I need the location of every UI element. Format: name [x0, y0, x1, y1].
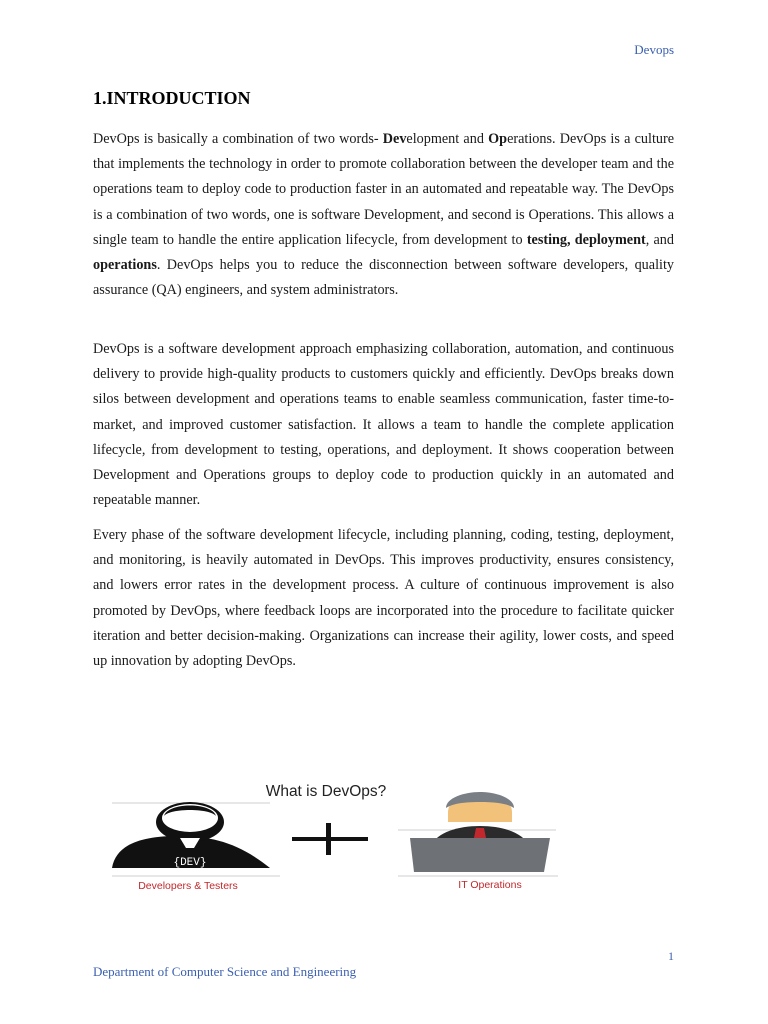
- footer-department: Department of Computer Science and Engineering: [93, 964, 357, 979]
- text-run: DevOps is basically a combination of two words-: [93, 131, 383, 147]
- developers-caption: Developers & Testers: [138, 880, 238, 892]
- it-operations-caption: IT Operations: [458, 879, 522, 891]
- intro-paragraph-2: DevOps is a software development approach emphasizing collaboration, automation, and continuous delivery to provide high-quality products to customers quickly and efficiently. DevOps breaks down silos between development and operations teams to enable seamless communication, faster time-to-market, and improved customer satisfaction. It allows a team to handle the complete application lifecycle, from development to testing, operations, and deployment. It shows cooperation between Development and Operations groups to deploy code to production quickly in an automated and repeatable manner.: [93, 341, 674, 509]
- text-run: elopment and: [406, 131, 489, 147]
- text-run: erations. DevOps is a culture that implements the technology in order to promote collaboration between the developer team and the operations team to deploy code to production faster in an automated and repeatable way. The DevOps is a combination of two words, one is software Development, and second is Operations. This allows a single team to handle the entire application lifecycle, from development to: [93, 131, 675, 248]
- bold-run: Op: [488, 131, 508, 147]
- it-operations-icon: [398, 792, 558, 876]
- text-run: . DevOps helps you to reduce the disconnection between software developers, quality assurance (QA) engineers, and system administrators.: [93, 257, 674, 299]
- bold-run: operations: [93, 257, 157, 274]
- intro-paragraph-3: Every phase of the software development lifecycle, including planning, coding, testing, deployment, and monitoring, is heavily automated in DevOps. This improves productivity, ensures consistency, and lowers error rates in the development process. A culture of continuous improvement is also promoted by DevOps, where feedback loops are incorporated into the procedure to facilitate quicker iteration and better decision-making. Organizations can increase their agility, lower costs, and speed up innovation by adopting DevOps.: [93, 527, 674, 670]
- text-run: , and: [645, 231, 674, 248]
- running-header: Devops: [634, 42, 674, 57]
- developer-icon: [112, 802, 280, 876]
- section-heading: 1.INTRODUCTION: [93, 88, 251, 108]
- devops-figure: [98, 776, 568, 902]
- intro-paragraph-1: [93, 127, 674, 303]
- figure-title: What is DevOps?: [265, 783, 387, 800]
- dev-badge: {DEV}: [173, 857, 207, 869]
- bold-run: Dev: [382, 131, 407, 147]
- bold-run: testing, deployment: [526, 231, 646, 248]
- page-number: 1: [668, 949, 674, 963]
- plus-icon: [292, 823, 368, 855]
